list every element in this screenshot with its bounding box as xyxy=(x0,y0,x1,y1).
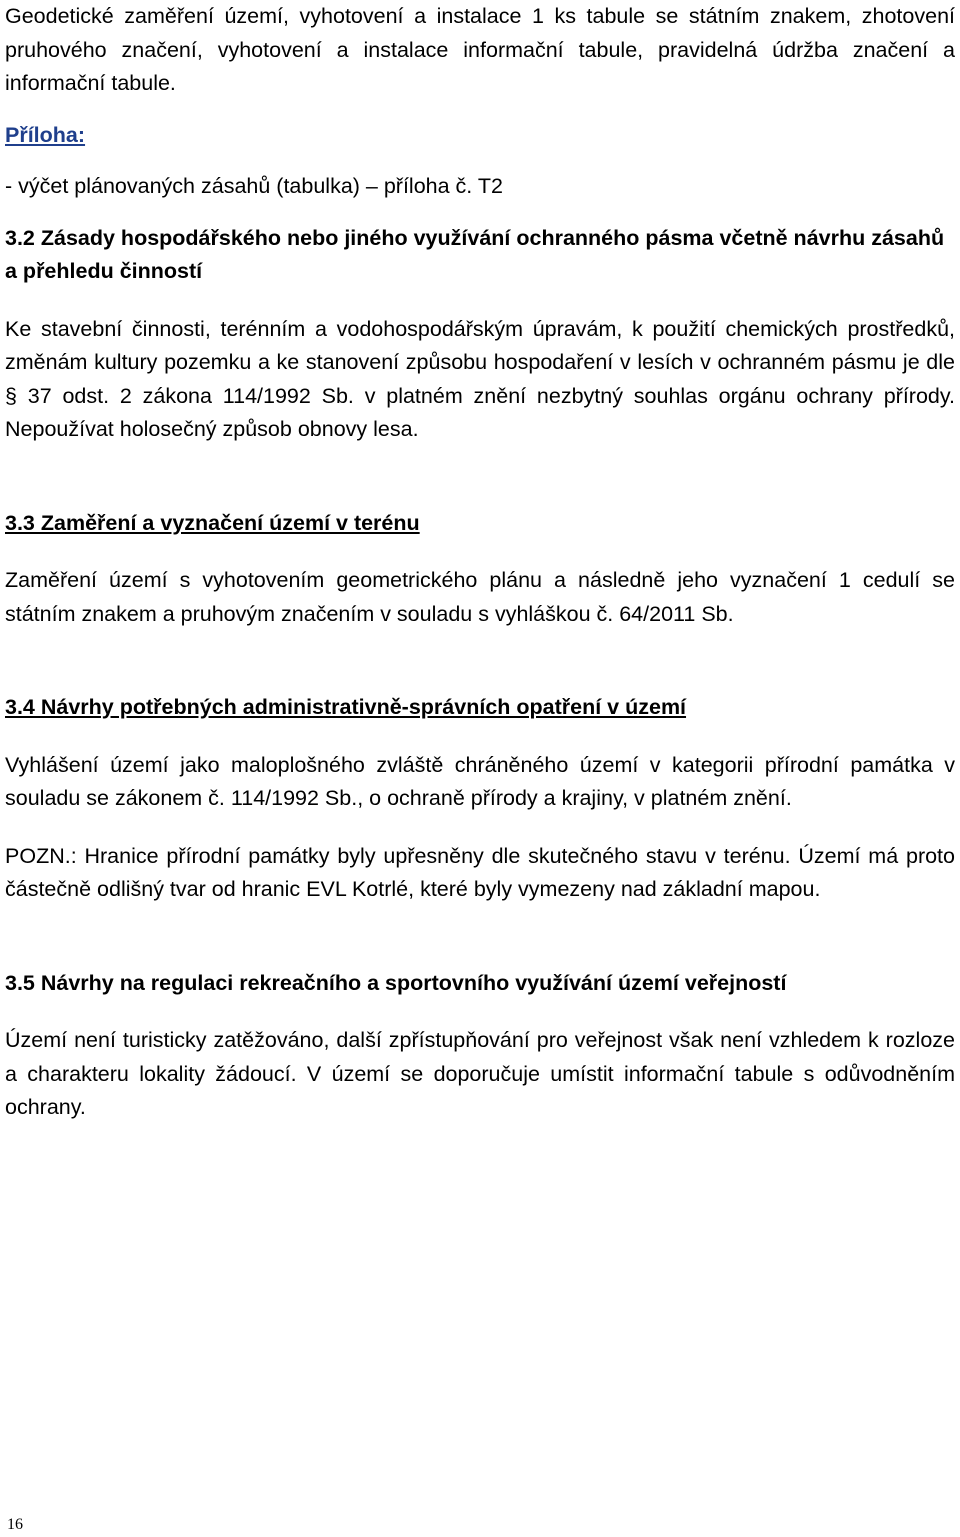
spacer xyxy=(5,447,955,507)
section-3-4 xyxy=(5,691,955,907)
section-paragraph-3-2: Ke stavební činnosti, terénním a vodohospodářským úpravám, k použití chemických prostředků, změnám kultury pozemku a ke stanovení způsobu hospodaření v lesích v ochranném pásmu je dle § 37 odst. 2 zákona 114/1992 Sb. v platném znění nezbytný souhlas orgánu ochrany přírody. Nepoužívat holosečný způsob obnovy lesa. xyxy=(5,316,955,441)
section-3-3 xyxy=(5,507,955,632)
spacer xyxy=(5,816,955,840)
section-3-2 xyxy=(5,222,955,447)
spacer xyxy=(5,152,955,170)
page-number: 16 xyxy=(7,1516,23,1533)
attachment-item: - výčet plánovaných zásahů (tabulka) – příloha č. T2 xyxy=(5,174,503,198)
spacer xyxy=(5,204,955,222)
document-page xyxy=(5,0,955,1125)
intro-paragraph: Geodetické zaměření území, vyhotovení a instalace 1 ks tabule se státním znakem, zhotovení pruhového značení, vyhotovení a instalace informační tabule, pravidelná údržba značení a informační tabule. xyxy=(5,4,955,95)
spacer xyxy=(5,540,955,564)
section-heading-3-2: 3.2 Zásady hospodářského nebo jiného využívání ochranného pásma včetně návrhu zásahů a přehledu činností xyxy=(5,225,945,283)
spacer xyxy=(5,289,955,313)
section-heading-3-3: 3.3 Zaměření a vyznačení území v terénu xyxy=(5,510,420,535)
section-paragraph-3-5: Území není turisticky zatěžováno, další zpřístupňování pro veřejnost však není vzhledem k rozloze a charakteru lokality žádoucí. V území se doporučuje umístit informační tabule s odůvodněním ochrany. xyxy=(5,1028,955,1119)
section-heading-3-5: 3.5 Návrhy na regulaci rekreačního a sportovního využívání území veřejností xyxy=(5,970,787,995)
spacer xyxy=(5,631,955,691)
section-heading-3-4: 3.4 Návrhy potřebných administrativně-správních opatření v území xyxy=(5,695,687,719)
section-3-5 xyxy=(5,967,955,1125)
section-paragraph-3-4-note: POZN.: Hranice přírodní památky byly upřesněny dle skutečného stavu v terénu. Území má proto částečně odlišný tvar od hranic EVL Kotrlé, které byly vymezeny nad základní mapou. xyxy=(5,843,955,901)
spacer xyxy=(5,1000,955,1024)
spacer xyxy=(5,907,955,967)
spacer xyxy=(5,101,955,119)
section-paragraph-3-4-a: Vyhlášení území jako maloplošného zvláště chráněného území v kategorii přírodní památka v souladu se zákonem č. 114/1992 Sb., o ochraně přírody a krajiny, v platném znění. xyxy=(5,752,955,810)
section-paragraph-3-3: Zaměření území s vyhotovením geometrického plánu a následně jeho vyznačení 1 cedulí se státním znakem a pruhovým značením v souladu s vyhláškou č. 64/2011 Sb. xyxy=(5,568,955,626)
spacer xyxy=(5,725,955,749)
attachment-label: Příloha: xyxy=(5,122,86,147)
